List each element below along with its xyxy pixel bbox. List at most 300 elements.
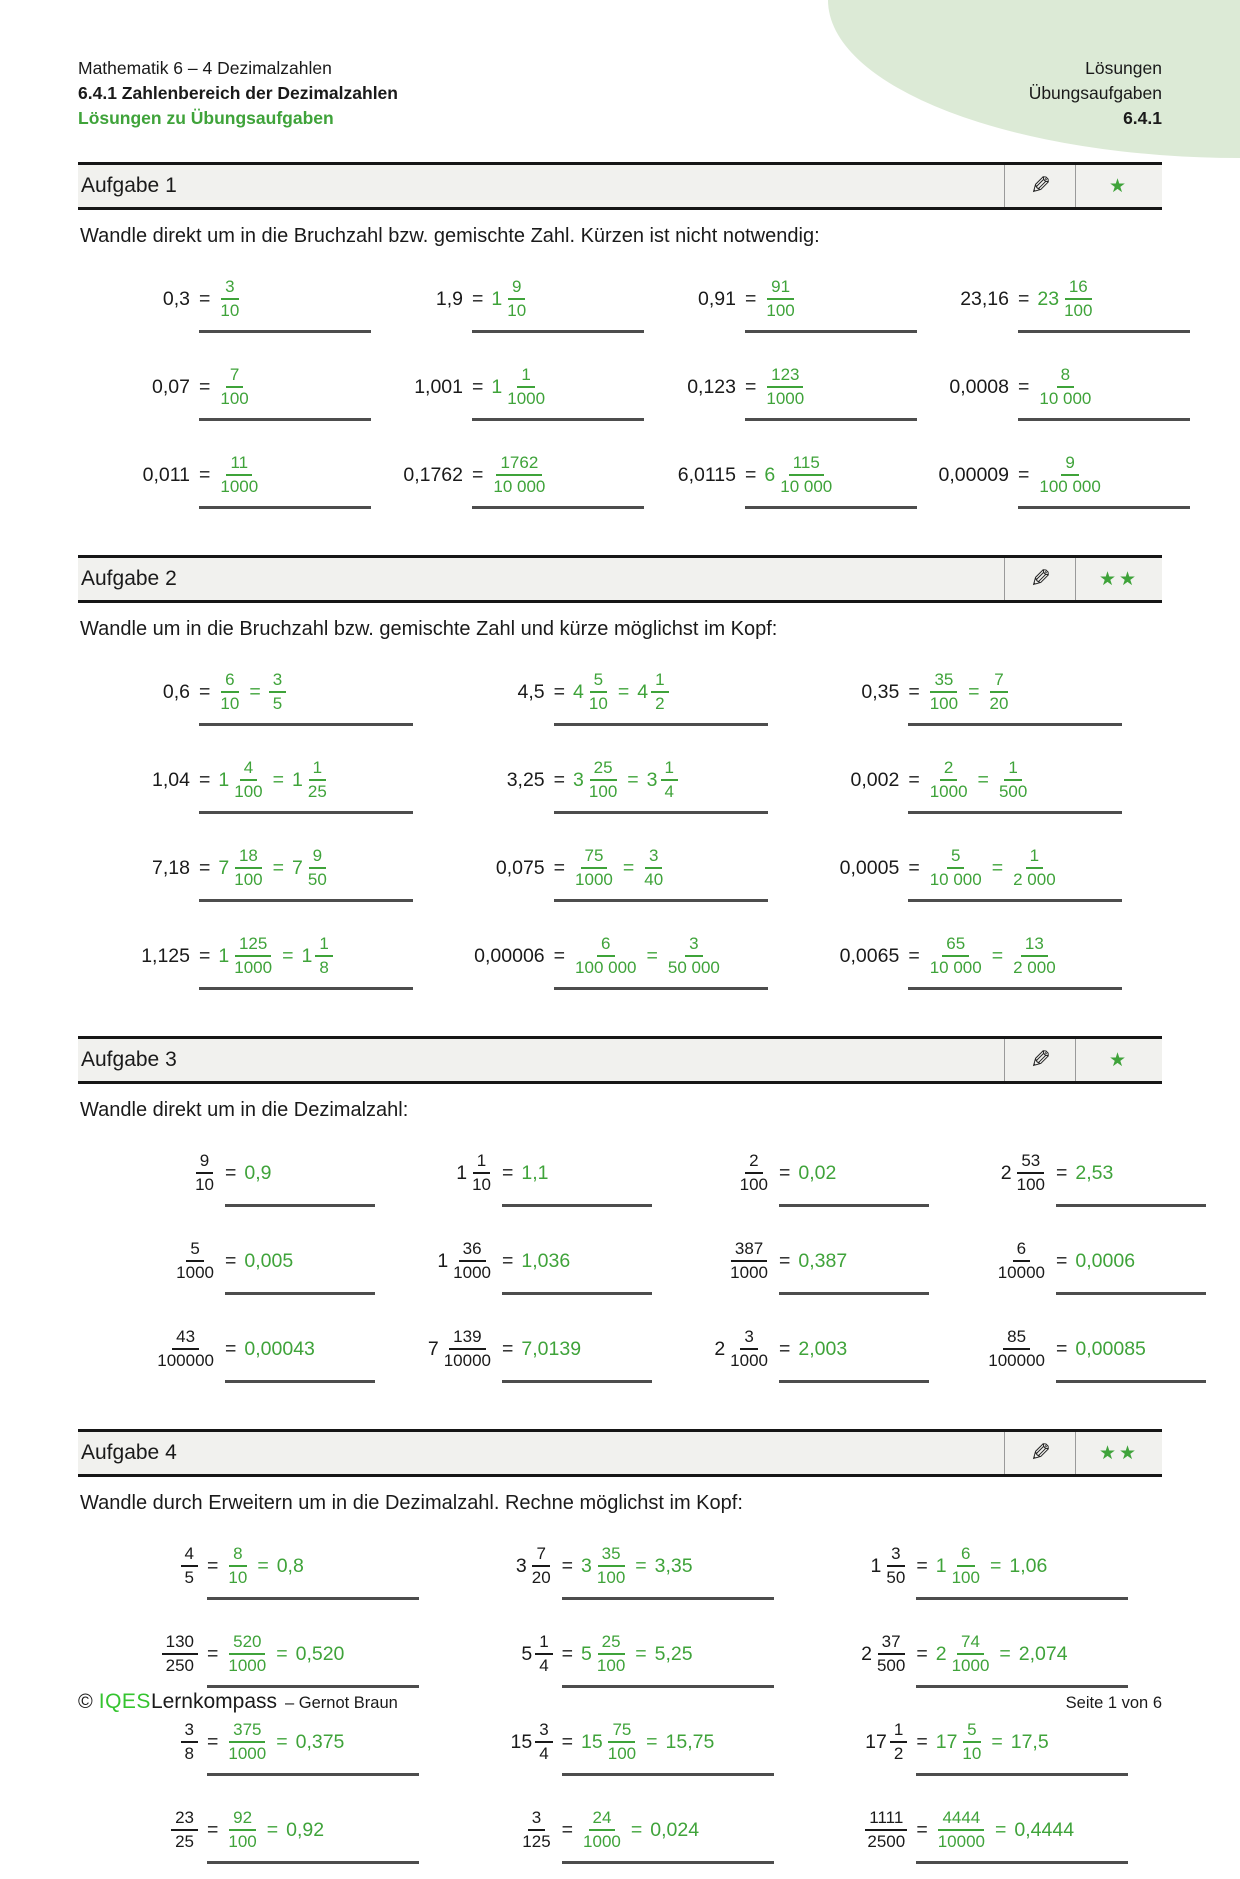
denominator: 100 bbox=[739, 1175, 768, 1194]
value-text: 0,002 bbox=[850, 768, 900, 791]
answer-expression bbox=[908, 841, 1122, 895]
problem-answer bbox=[472, 272, 644, 333]
denominator: 2 000 bbox=[1013, 958, 1056, 977]
answer-expression bbox=[916, 1803, 1128, 1857]
numerator: 8 bbox=[229, 1544, 246, 1567]
equals-sign: = bbox=[502, 1337, 514, 1360]
equals-sign: = bbox=[745, 375, 757, 398]
problem-item bbox=[652, 1308, 929, 1396]
answer-line bbox=[745, 418, 917, 421]
problem-answer bbox=[502, 1234, 652, 1295]
value-text: 0,35 bbox=[861, 680, 900, 703]
value-text: 17,5 bbox=[1010, 1730, 1049, 1753]
fraction bbox=[581, 1720, 638, 1763]
whole-number: 1 bbox=[218, 944, 230, 967]
numerator: 1 bbox=[535, 1632, 552, 1655]
problem-given bbox=[453, 1803, 553, 1857]
problem-answer bbox=[554, 753, 768, 814]
section-title: Aufgabe 1 bbox=[81, 174, 177, 197]
numerator: 2 bbox=[745, 1151, 762, 1174]
problem-answer bbox=[745, 272, 917, 333]
value-text: 0,075 bbox=[495, 856, 545, 879]
whole-number: 5 bbox=[521, 1642, 533, 1665]
equals-sign: = bbox=[472, 375, 484, 398]
denominator: 1000 bbox=[507, 389, 546, 408]
fraction bbox=[516, 1544, 553, 1587]
fraction-stack bbox=[306, 846, 329, 889]
numerator: 6 bbox=[597, 934, 614, 957]
problem-item bbox=[98, 651, 453, 739]
equals-sign: = bbox=[561, 1730, 574, 1753]
answer-line bbox=[554, 811, 768, 814]
denominator: 10 000 bbox=[929, 958, 982, 977]
problem-item bbox=[98, 1701, 453, 1789]
value-text: 0,02 bbox=[798, 1161, 837, 1184]
fraction-stack bbox=[996, 1239, 1047, 1282]
fraction-stack bbox=[226, 1632, 268, 1675]
numerator: 123 bbox=[767, 365, 803, 388]
whole-number: 1 bbox=[456, 1161, 468, 1184]
equals-sign: = bbox=[1018, 463, 1030, 486]
problem-answer bbox=[1056, 1234, 1206, 1295]
answer-expression bbox=[745, 272, 917, 326]
fraction bbox=[218, 758, 264, 801]
whole-number: 7 bbox=[427, 1337, 439, 1360]
fraction-stack bbox=[573, 846, 615, 889]
answer-expression bbox=[562, 1803, 774, 1857]
whole-number: 2 bbox=[935, 1642, 947, 1665]
equals-sign: = bbox=[207, 1642, 219, 1665]
denominator: 2 000 bbox=[1013, 870, 1056, 889]
numerator: 375 bbox=[229, 1720, 265, 1743]
whole-number: 1 bbox=[218, 768, 230, 791]
denominator: 10000 bbox=[997, 1263, 1045, 1282]
numerator: 1 bbox=[651, 670, 668, 693]
numerator: 24 bbox=[589, 1808, 616, 1831]
problem-given bbox=[371, 360, 463, 414]
value-text: 0,9 bbox=[244, 1161, 272, 1184]
value-text: 0,0005 bbox=[839, 856, 900, 879]
fraction-stack bbox=[950, 1632, 992, 1675]
difficulty-stars: ★ bbox=[1075, 1039, 1162, 1081]
whole-number: 17 bbox=[935, 1730, 958, 1753]
fraction-stack bbox=[587, 670, 610, 713]
fraction-stack bbox=[269, 670, 286, 713]
problem-item bbox=[644, 258, 917, 346]
value-text: 0,0065 bbox=[839, 944, 900, 967]
value-text: 0,4444 bbox=[1014, 1818, 1075, 1841]
denominator: 5 bbox=[272, 694, 283, 713]
problem-answer bbox=[502, 1146, 652, 1207]
problem-answer bbox=[207, 1539, 419, 1600]
equals-sign: = bbox=[272, 856, 285, 879]
fraction bbox=[1037, 277, 1094, 320]
whole-number: 4 bbox=[637, 680, 649, 703]
fraction bbox=[647, 758, 678, 801]
answer-line bbox=[916, 1861, 1128, 1864]
denominator: 8 bbox=[319, 958, 329, 977]
answer-line bbox=[745, 506, 917, 509]
problem-given bbox=[98, 753, 190, 807]
answer-expression bbox=[207, 1803, 419, 1857]
answer-line bbox=[199, 418, 371, 421]
numerator: 1111 bbox=[865, 1808, 907, 1831]
denominator: 1000 bbox=[228, 1656, 267, 1675]
problem-given bbox=[652, 1322, 770, 1376]
answer-expression bbox=[502, 1234, 652, 1288]
problem-given bbox=[807, 841, 899, 895]
answer-line bbox=[916, 1773, 1128, 1776]
whole-number: 5 bbox=[581, 1642, 592, 1665]
problem-item bbox=[371, 434, 644, 522]
problem-given bbox=[807, 1715, 907, 1769]
problem-item bbox=[917, 434, 1190, 522]
numerator: 16 bbox=[1065, 277, 1092, 300]
numerator: 53 bbox=[1017, 1151, 1044, 1174]
fraction bbox=[437, 1239, 493, 1282]
equals-sign: = bbox=[617, 680, 630, 703]
answer-line bbox=[779, 1292, 929, 1295]
denominator: 1000 bbox=[583, 1832, 621, 1851]
answer-expression bbox=[502, 1146, 652, 1200]
answer-line bbox=[472, 506, 644, 509]
document-header bbox=[78, 0, 1162, 131]
denominator: 1000 bbox=[176, 1263, 214, 1282]
answer-expression bbox=[745, 448, 917, 502]
denominator: 100 bbox=[607, 1744, 637, 1763]
denominator: 1000 bbox=[220, 477, 259, 496]
problem-given bbox=[98, 448, 190, 502]
answer-expression bbox=[1056, 1322, 1206, 1376]
difficulty-stars: ★★ bbox=[1075, 1432, 1162, 1474]
equals-sign: = bbox=[908, 680, 920, 703]
whole-number: 7 bbox=[218, 856, 230, 879]
problem-given bbox=[98, 929, 190, 983]
fraction bbox=[738, 1151, 770, 1194]
numerator: 9 bbox=[1061, 453, 1078, 476]
fraction bbox=[865, 1720, 907, 1763]
answer-expression bbox=[199, 272, 371, 326]
numerator: 1 bbox=[309, 758, 326, 781]
fraction bbox=[218, 277, 241, 320]
problem-item bbox=[371, 258, 644, 346]
problem-item bbox=[375, 1220, 652, 1308]
value-text: 0,07 bbox=[152, 375, 190, 398]
fraction bbox=[1037, 365, 1093, 408]
value-text: 6,0115 bbox=[677, 463, 736, 486]
problem-item bbox=[453, 739, 808, 827]
answer-line bbox=[562, 1685, 774, 1688]
numerator: 9 bbox=[508, 277, 525, 300]
value-text: 1,06 bbox=[1009, 1554, 1048, 1577]
answer-expression bbox=[916, 1539, 1128, 1593]
numerator: 9 bbox=[196, 1151, 213, 1174]
denominator: 4 bbox=[664, 782, 674, 801]
pencil-icon bbox=[1004, 165, 1075, 207]
equals-sign: = bbox=[272, 768, 285, 791]
problem-item bbox=[807, 827, 1162, 915]
denominator: 20 bbox=[989, 694, 1009, 713]
problem-item bbox=[453, 827, 808, 915]
fraction-stack bbox=[1015, 1151, 1047, 1194]
fraction bbox=[226, 1544, 249, 1587]
fraction bbox=[936, 1720, 984, 1763]
denominator: 2500 bbox=[867, 1832, 906, 1851]
problem-given bbox=[98, 360, 190, 414]
whole-number: 3 bbox=[515, 1554, 527, 1577]
problem-given bbox=[807, 665, 899, 719]
equals-sign: = bbox=[502, 1249, 514, 1272]
denominator: 250 bbox=[165, 1656, 194, 1675]
problem-given bbox=[98, 1539, 198, 1593]
fraction-stack bbox=[728, 1239, 770, 1282]
value-text: 0,1762 bbox=[403, 463, 463, 486]
problem-given bbox=[807, 753, 899, 807]
value-text: 0,005 bbox=[244, 1249, 294, 1272]
fraction bbox=[218, 846, 264, 889]
answer-line bbox=[199, 723, 413, 726]
fraction bbox=[928, 670, 960, 713]
pencil-icon bbox=[1004, 1432, 1075, 1474]
equals-sign: = bbox=[207, 1554, 219, 1577]
denominator: 2 bbox=[655, 694, 665, 713]
equals-sign: = bbox=[502, 1161, 514, 1184]
answer-expression bbox=[502, 1322, 652, 1376]
numerator: 65 bbox=[942, 934, 969, 957]
numerator: 35 bbox=[930, 670, 957, 693]
denominator: 10000 bbox=[443, 1351, 491, 1370]
equals-sign: = bbox=[779, 1337, 791, 1360]
denominator: 1000 bbox=[730, 1263, 768, 1282]
section-instruction: Wandle direkt um in die Dezimalzahl: bbox=[80, 1099, 409, 1121]
problem-given bbox=[929, 1146, 1047, 1200]
answer-line bbox=[779, 1380, 929, 1383]
fraction bbox=[181, 1544, 198, 1587]
problem-answer bbox=[472, 360, 644, 421]
fraction bbox=[986, 1327, 1047, 1370]
problem-given bbox=[644, 360, 736, 414]
section-instruction: Wandle direkt um in die Bruchzahl bzw. gemischte Zahl. Kürzen ist nicht notwendig: bbox=[80, 225, 820, 247]
problem-answer bbox=[1018, 272, 1190, 333]
equals-sign: = bbox=[249, 680, 261, 703]
numerator: 3 bbox=[645, 846, 662, 869]
problem-answer bbox=[916, 1539, 1128, 1600]
problem-grid bbox=[78, 1519, 1162, 1879]
problem-item bbox=[917, 346, 1190, 434]
fraction bbox=[573, 846, 615, 889]
fraction-stack bbox=[181, 1544, 198, 1587]
answer-expression bbox=[908, 753, 1122, 807]
value-text: 0,375 bbox=[295, 1730, 345, 1753]
fraction-stack bbox=[162, 1632, 198, 1675]
problem-item bbox=[929, 1132, 1206, 1220]
value-text: 1,04 bbox=[152, 768, 190, 791]
equals-sign: = bbox=[276, 1642, 288, 1665]
answer-line bbox=[554, 723, 768, 726]
fraction-stack bbox=[884, 1544, 907, 1587]
problem-given bbox=[371, 448, 463, 502]
header-right-line2: Übungsaufgaben bbox=[1028, 83, 1162, 103]
equals-sign: = bbox=[916, 1554, 928, 1577]
whole-number: 15 bbox=[510, 1730, 533, 1753]
problem-given bbox=[98, 1803, 198, 1857]
answer-line bbox=[199, 811, 413, 814]
fraction bbox=[292, 758, 329, 801]
numerator: 5 bbox=[186, 1239, 203, 1262]
section-header-bar bbox=[78, 162, 1162, 210]
equals-sign: = bbox=[472, 463, 484, 486]
fraction bbox=[155, 1327, 216, 1370]
whole-number: 2 bbox=[861, 1642, 872, 1665]
problem-given bbox=[807, 929, 899, 983]
equals-sign: = bbox=[991, 856, 1004, 879]
fraction-stack bbox=[928, 846, 984, 889]
fraction-stack bbox=[155, 1327, 216, 1370]
problem-given bbox=[807, 1627, 907, 1681]
denominator: 10 000 bbox=[929, 870, 982, 889]
problem-item bbox=[453, 1701, 808, 1789]
whole-number: 2 bbox=[1000, 1161, 1012, 1184]
fraction bbox=[997, 758, 1029, 801]
equals-sign: = bbox=[908, 944, 920, 967]
fraction-stack bbox=[505, 365, 547, 408]
course-title: Mathematik 6 – 4 Dezimalzahlen bbox=[78, 58, 332, 78]
numerator: 11 bbox=[226, 453, 252, 476]
problem-given bbox=[929, 1322, 1047, 1376]
denominator: 2 bbox=[893, 1744, 904, 1763]
problem-given bbox=[644, 448, 736, 502]
denominator: 100000 bbox=[157, 1351, 214, 1370]
fraction bbox=[218, 365, 250, 408]
numerator: 6 bbox=[957, 1544, 974, 1567]
equals-sign: = bbox=[630, 1818, 643, 1841]
numerator: 85 bbox=[1003, 1327, 1030, 1350]
numerator: 125 bbox=[235, 934, 271, 957]
denominator: 20 bbox=[531, 1568, 551, 1587]
whole-number: 23 bbox=[1037, 287, 1060, 310]
equals-sign: = bbox=[916, 1818, 928, 1841]
equals-sign: = bbox=[1018, 287, 1030, 310]
numerator: 7 bbox=[990, 670, 1007, 693]
problem-answer bbox=[199, 753, 413, 814]
value-text: 7,18 bbox=[152, 856, 190, 879]
section-aufgabe-1 bbox=[78, 162, 1162, 524]
problem-item bbox=[98, 258, 371, 346]
fraction-stack bbox=[928, 670, 960, 713]
brand-lernkompass: Lernkompass bbox=[150, 1690, 277, 1713]
problem-item bbox=[807, 651, 1162, 739]
fraction-stack bbox=[520, 1808, 552, 1851]
fraction bbox=[666, 934, 722, 977]
denominator: 10000 bbox=[937, 1832, 985, 1851]
numerator: 2 bbox=[940, 758, 957, 781]
fraction-stack bbox=[1011, 934, 1058, 977]
value-text: 0,8 bbox=[276, 1554, 304, 1577]
equals-sign: = bbox=[207, 1818, 219, 1841]
denominator: 10 000 bbox=[780, 477, 833, 496]
problem-given bbox=[453, 1627, 553, 1681]
equals-sign: = bbox=[908, 856, 920, 879]
denominator: 100 bbox=[588, 782, 618, 801]
fraction-stack bbox=[171, 1808, 198, 1851]
problem-item bbox=[98, 1220, 375, 1308]
fraction bbox=[581, 1544, 627, 1587]
problem-answer bbox=[1056, 1146, 1206, 1207]
answer-expression bbox=[199, 448, 371, 502]
section-instruction: Wandle um in die Bruchzahl bzw. gemischte Zahl und kürze möglichst im Kopf: bbox=[80, 618, 778, 640]
problem-answer bbox=[916, 1715, 1128, 1776]
value-text: 1,036 bbox=[521, 1249, 571, 1272]
problem-given bbox=[98, 272, 190, 326]
section-aufgabe-2 bbox=[78, 555, 1162, 1005]
answer-expression bbox=[225, 1146, 375, 1200]
denominator: 25 bbox=[175, 1832, 194, 1851]
problem-item bbox=[98, 1525, 453, 1613]
answer-line bbox=[554, 987, 768, 990]
value-text: 0,0006 bbox=[1075, 1249, 1136, 1272]
equals-sign: = bbox=[553, 856, 566, 879]
equals-sign: = bbox=[916, 1730, 928, 1753]
denominator: 1000 bbox=[234, 958, 273, 977]
fraction-stack bbox=[232, 758, 264, 801]
answer-expression bbox=[916, 1627, 1128, 1681]
problem-given bbox=[917, 448, 1009, 502]
problem-given bbox=[917, 360, 1009, 414]
answer-expression bbox=[562, 1715, 774, 1769]
problem-given bbox=[453, 1539, 553, 1593]
denominator: 10 bbox=[228, 1568, 248, 1587]
denominator: 100 bbox=[951, 1568, 980, 1587]
whole-number: 17 bbox=[865, 1730, 887, 1753]
fraction-stack bbox=[451, 1239, 493, 1282]
problem-item bbox=[453, 915, 808, 1003]
problem-item bbox=[644, 434, 917, 522]
numerator: 18 bbox=[235, 846, 262, 869]
denominator: 10 bbox=[472, 1175, 491, 1194]
value-text: 3,25 bbox=[506, 768, 545, 791]
problem-given bbox=[453, 1715, 553, 1769]
denominator: 100 bbox=[1016, 1175, 1045, 1194]
denominator: 100 000 bbox=[1039, 477, 1101, 496]
fraction-stack bbox=[595, 1544, 627, 1587]
answer-expression bbox=[199, 360, 371, 414]
fraction-stack bbox=[778, 453, 834, 496]
answer-expression bbox=[199, 753, 413, 807]
answer-expression bbox=[472, 448, 644, 502]
problem-item bbox=[807, 1613, 1162, 1701]
fraction bbox=[928, 934, 984, 977]
answer-line bbox=[908, 811, 1122, 814]
problem-given bbox=[98, 665, 190, 719]
fraction bbox=[193, 1151, 216, 1194]
problem-grid bbox=[78, 645, 1162, 1005]
whole-number: 2 bbox=[714, 1337, 726, 1360]
answer-line bbox=[562, 1861, 774, 1864]
problem-answer bbox=[554, 841, 768, 902]
problem-item bbox=[98, 346, 371, 434]
equals-sign: = bbox=[745, 287, 757, 310]
fraction-stack bbox=[218, 453, 260, 496]
denominator: 1000 bbox=[730, 1351, 768, 1370]
whole-number: 1 bbox=[437, 1249, 449, 1272]
answer-expression bbox=[207, 1539, 419, 1593]
problem-given bbox=[375, 1322, 493, 1376]
equals-sign: = bbox=[635, 1642, 647, 1665]
problem-item bbox=[807, 1701, 1162, 1789]
problem-answer bbox=[199, 665, 413, 726]
answer-expression bbox=[745, 360, 917, 414]
problem-item bbox=[807, 739, 1162, 827]
